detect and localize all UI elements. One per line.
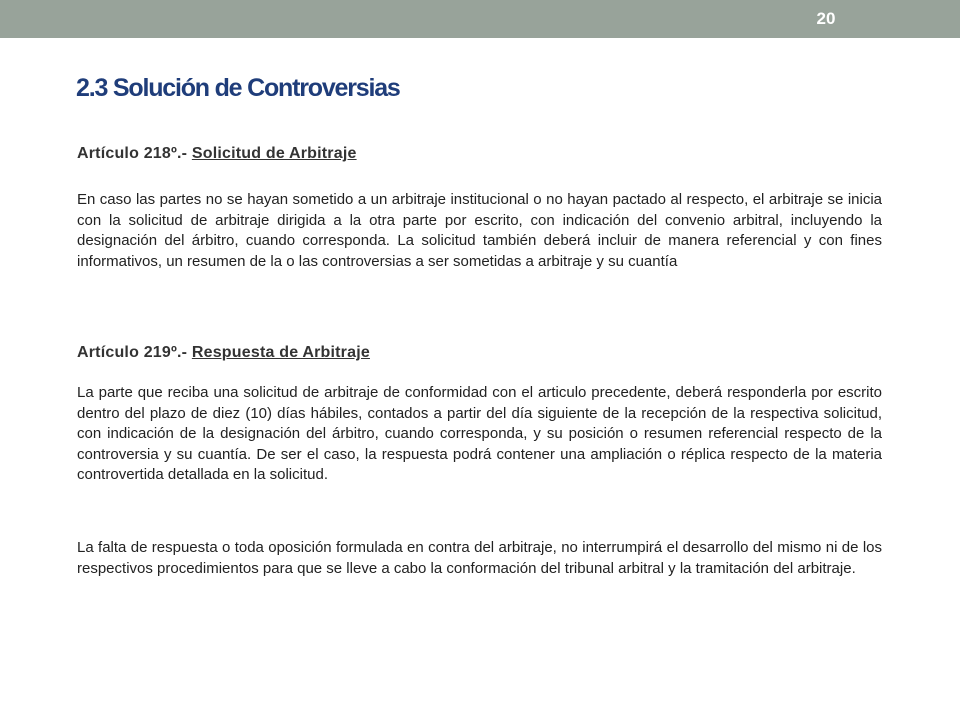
article-219-heading bbox=[77, 344, 370, 362]
article-218-subject: Solicitud de Arbitraje bbox=[191, 145, 357, 162]
article-219-paragraph-1: La parte que reciba una solicitud de arbitraje de conformidad con el articulo precedente, deberá responderla por escrito dentro del plazo de diez (10) días hábiles, contados a partir del día siguiente de la recepción de la respectiva solicitud, con indicación de la designación del árbitro, cuando corresponda, y su posición o resumen referencial respecto de la controversia y su cuantía. De ser el caso, la respuesta podrá contener una ampliación o réplica respecto de la materia controvertida detallada en la solicitud. bbox=[77, 384, 882, 483]
page-number: 20 bbox=[816, 9, 836, 28]
article-218-number: Artículo 218º.- bbox=[77, 145, 192, 162]
article-218-heading bbox=[77, 145, 357, 163]
article-219-subject: Respuesta de Arbitraje bbox=[191, 344, 370, 361]
article-218-paragraph: En caso las partes no se hayan sometido a un arbitraje institucional o no hayan pactado al respecto, el arbitraje se inicia con la solicitud de arbitraje dirigida a la otra parte por escrito, con indicación del convenio arbitral, incluyendo la designación del árbitro, cuando corresponda. La solicitud también deberá incluir de manera referencial y con fines informativos, un resumen de la o las controversias a ser sometidas a arbitraje y su cuantía bbox=[77, 191, 882, 270]
slide-title: 2.3 Solución de Controversias bbox=[76, 74, 400, 102]
article-219-paragraph-2: La falta de respuesta o toda oposición formulada en contra del arbitraje, no interrumpirá el desarrollo del mismo ni de los respectivos procedimientos para que se lleve a cabo la conformación del tribunal arbitral y la tramitación del arbitraje. bbox=[77, 539, 882, 577]
article-219-number: Artículo 219º.- bbox=[77, 344, 192, 361]
